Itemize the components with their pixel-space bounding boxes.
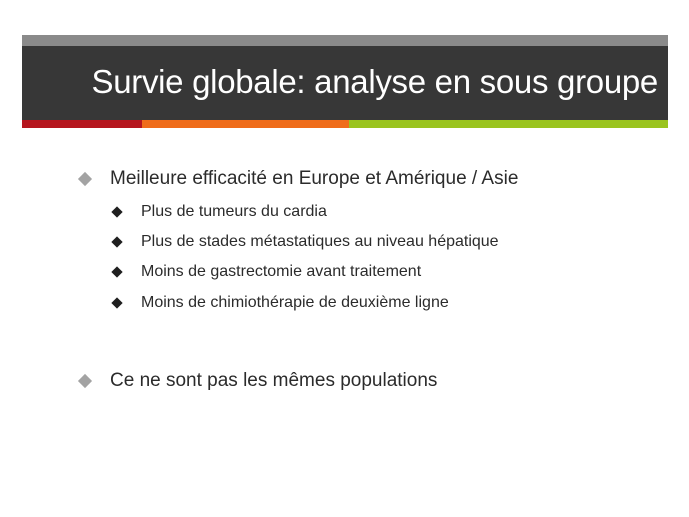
sub-bullet-item [111,230,499,254]
sub-bullet-item [111,291,449,315]
sub-bullet-text: Moins de gastrectomie avant traitement [141,263,422,280]
bullet-item [78,165,518,193]
slide-title: Survie globale: analyse en sous groupe [91,63,658,100]
accent-stripe [22,120,668,128]
sub-bullet-item [111,260,421,284]
diamond-icon [111,206,122,217]
sub-bullet-item [111,200,327,224]
diamond-icon [78,172,92,186]
bullet-item [78,367,437,395]
bullet-text: Ce ne sont pas les mêmes populations [110,370,438,391]
accent-stripe-orange [142,120,349,128]
title-bar [22,46,668,120]
accent-stripe-red [22,120,142,128]
diamond-icon [111,236,122,247]
title-top-strip [22,35,668,46]
diamond-icon [111,297,122,308]
diamond-icon [78,374,92,388]
diamond-icon [111,266,122,277]
bullet-text: Meilleure efficacité en Europe et Amérique / Asie [110,168,519,189]
sub-bullet-text: Plus de stades métastatiques au niveau hépatique [141,233,499,250]
sub-bullet-text: Moins de chimiothérapie de deuxième ligne [141,294,449,311]
accent-stripe-green [349,120,668,128]
sub-bullet-text: Plus de tumeurs du cardia [141,203,327,220]
